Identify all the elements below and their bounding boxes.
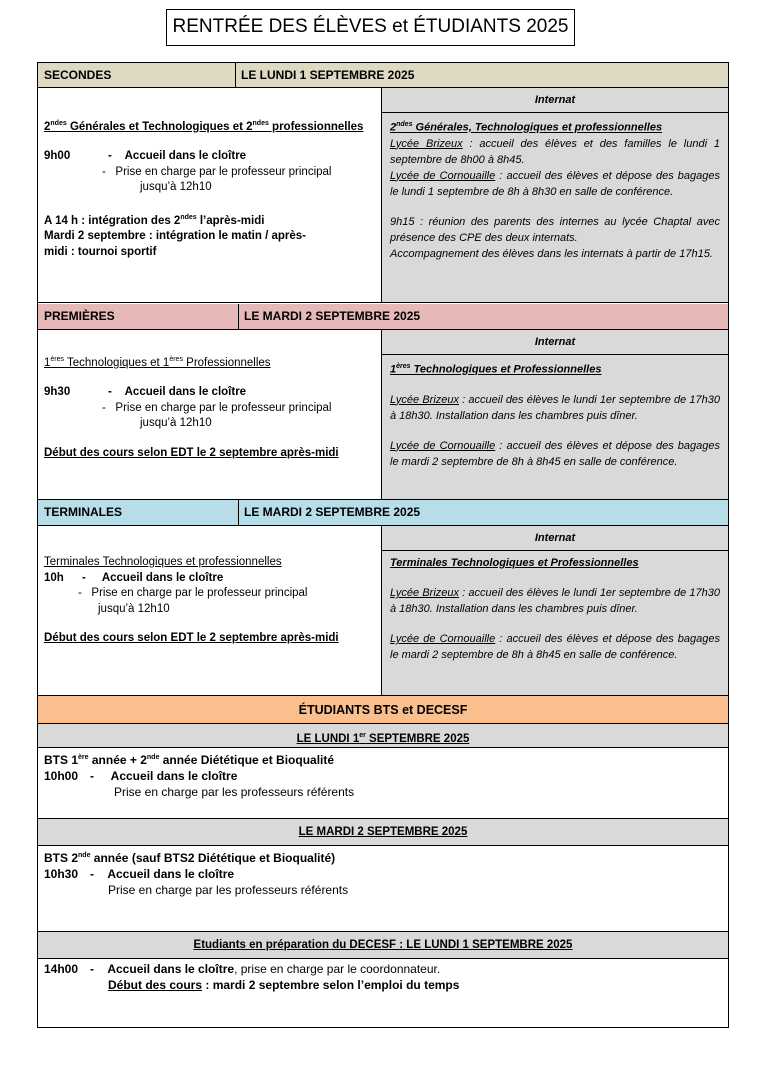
premieres-note: Début des cours selon EDT le 2 septembre après-midi xyxy=(44,446,339,459)
decesf-debut: Début des cours : mardi 2 septembre selon l’emploi du temps xyxy=(108,978,460,992)
terminales-note: Début des cours selon EDT le 2 septembre après-midi xyxy=(44,632,339,644)
secondes-internat xyxy=(381,88,728,302)
bts1-line: BTS 1ère année + 2nde année Diététique et Bioqualité xyxy=(44,753,335,767)
premieres-label: PREMIÈRES xyxy=(44,309,115,323)
page-title: RENTRÉE DES ÉLÈVES et ÉTUDIANTS 2025 xyxy=(166,9,575,46)
bts1-item2: Prise en charge par les professeurs référents xyxy=(114,785,355,799)
premieres-time-line: 9h30 - Accueil dans le cloître xyxy=(44,386,247,399)
internat-header: Internat xyxy=(382,526,728,551)
decesf-time-line: 14h00 - Accueil dans le cloître, prise en charge par le coordonnateur. xyxy=(44,962,441,976)
internat-header: Internat xyxy=(382,88,728,113)
internat-header: Internat xyxy=(382,330,728,355)
internat-title: $2^{ndes}$ Générales, Technologiques et professionnelles xyxy=(390,121,663,134)
terminales-time-line: 10h - Accueil dans le cloître xyxy=(44,571,224,584)
secondes-heading: $2^{ndes}$ Générales et Technologiques et $2^{ndes}$ professionnelles xyxy=(44,120,364,133)
internat-title: Terminales Technologiques et Professionnelles xyxy=(390,557,639,569)
bts2-line: BTS 2nde année (sauf BTS2 Diététique et Bioqualité) xyxy=(44,851,336,865)
secondes-line5: midi : tournoi sportif xyxy=(44,245,157,258)
secondes-line4: Mardi 2 septembre : intégration le matin / après- xyxy=(44,230,307,243)
bts1-date: LE LUNDI 1er SEPTEMBRE 2025 xyxy=(38,724,728,748)
premieres-details xyxy=(44,352,364,461)
internat-cornouaille: Lycée de Cornouaille : accueil des élèves et dépose des bagages le mardi 2 septembre de 8h à 8h45 en salle de conférence. xyxy=(390,633,720,661)
terminales-internat xyxy=(381,526,728,695)
premieres-heading: 1ères Technologiques et 1ères Professionnelles xyxy=(44,356,271,369)
bts2-item2: Prise en charge par les professeurs référents xyxy=(108,883,349,897)
secondes-body xyxy=(38,88,728,303)
internat-brizeux: Lycée Brizeux : accueil des élèves le lundi 1er septembre de 17h30 à 18h30. Installation dans les chambres puis dîner. xyxy=(390,393,721,422)
terminales-item2b: jusqu’à 12h10 xyxy=(98,602,170,615)
premieres-item2b: jusqu’à 12h10 xyxy=(140,417,212,430)
secondes-date: LE LUNDI 1 SEPTEMBRE 2025 xyxy=(241,68,415,82)
terminales-label: TERMINALES xyxy=(44,505,122,519)
secondes-time-line: 9h00 - Accueil dans le cloître xyxy=(44,150,247,163)
secondes-item2b: jusqu’à 12h10 xyxy=(140,181,212,194)
terminales-header xyxy=(38,500,728,526)
internat-cornouaille: Lycée de Cornouaille : accueil des élèves et dépose des bagages le lundi 1 septembre de 8h à 8h30 en salle de conférence. xyxy=(390,169,720,198)
bts2-time-line: 10h30 - Accueil dans le cloître xyxy=(44,867,235,881)
premieres-internat xyxy=(381,330,728,499)
terminales-details xyxy=(44,555,364,647)
etudiants-title: ÉTUDIANTS BTS et DECESF xyxy=(38,696,728,724)
internat-brizeux: Lycée Brizeux : accueil des élèves le lundi 1er septembre de 17h30 à 18h30. Installation dans les chambres puis dîner. xyxy=(390,587,721,615)
secondes-label: SECONDES xyxy=(44,68,112,82)
internat-cornouaille: Lycée de Cornouaille : accueil des élèves et dépose des bagages le mardi 2 septembre de 8h à 8h45 en salle de conférence. xyxy=(390,439,720,468)
bts1-body xyxy=(38,748,728,819)
internat-title: 1ères Technologiques et Professionnelles xyxy=(390,363,602,376)
internat-accompagnement: Accompagnement des élèves dans les internats à partir de 17h15. xyxy=(390,247,713,260)
premieres-header xyxy=(38,304,728,330)
schedule-document xyxy=(37,62,729,1028)
decesf-body xyxy=(38,959,728,1027)
secondes-item2: - Prise en charge par le professeur principal xyxy=(102,165,332,178)
decesf-date: Etudiants en préparation du DECESF : LE LUNDI 1 SEPTEMBRE 2025 xyxy=(38,932,728,959)
terminales-item2: - Prise en charge par le professeur principal xyxy=(78,587,308,599)
internat-reunion: 9h15 : réunion des parents des internes au lycée Chaptal avec présence des CPE des deux internats. xyxy=(390,215,720,244)
premieres-date: LE MARDI 2 SEPTEMBRE 2025 xyxy=(244,309,421,323)
premieres-body xyxy=(38,330,728,500)
secondes-line3: A 14 h : intégration des $2^{ndes}$ l’après-midi xyxy=(44,213,265,227)
bts2-body xyxy=(38,846,728,932)
terminales-date: LE MARDI 2 SEPTEMBRE 2025 xyxy=(244,505,421,519)
terminales-body xyxy=(38,526,728,696)
internat-brizeux: Lycée Brizeux : accueil des élèves et des familles le lundi 1 septembre de 8h00 à 8h45. xyxy=(390,137,720,166)
terminales-heading: Terminales Technologiques et professionnelles xyxy=(44,556,282,568)
premieres-item2: - Prise en charge par le professeur principal xyxy=(102,401,332,414)
secondes-details xyxy=(44,116,364,260)
bts2-date: LE MARDI 2 SEPTEMBRE 2025 xyxy=(38,819,728,846)
bts1-time-line: 10h00 - Accueil dans le cloître xyxy=(44,769,238,783)
secondes-header xyxy=(38,63,728,88)
